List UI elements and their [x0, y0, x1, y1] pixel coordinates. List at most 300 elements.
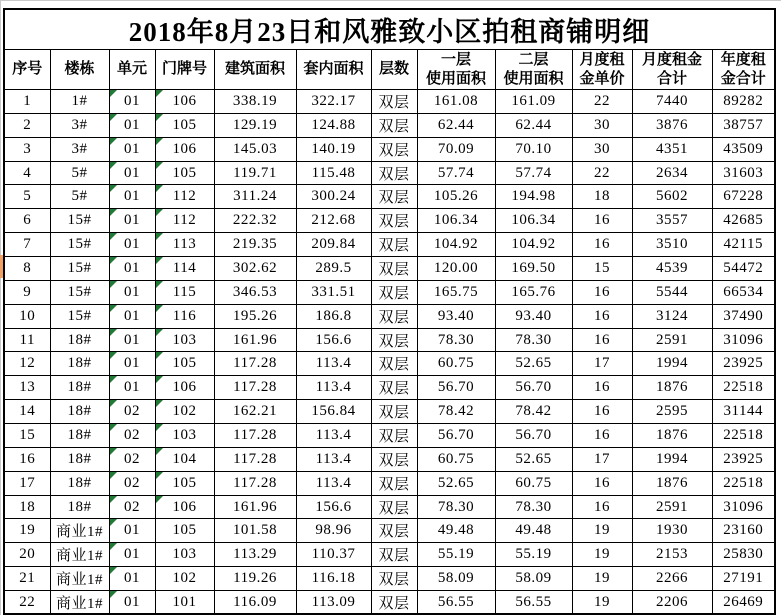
cell-annual-total[interactable]: 31144: [712, 400, 775, 424]
cell-unit[interactable]: 01: [109, 591, 155, 615]
cell-serial[interactable]: 11: [4, 328, 50, 352]
cell-monthly-total[interactable]: 2595: [632, 400, 712, 424]
cell-inner-area[interactable]: 113.4: [296, 376, 371, 400]
cell-unit[interactable]: 01: [109, 161, 155, 185]
cell-floors[interactable]: 双层: [371, 113, 417, 137]
cell-serial[interactable]: 19: [4, 519, 50, 543]
cell-building[interactable]: 商业1#: [50, 591, 109, 615]
cell-floors[interactable]: 双层: [371, 591, 417, 615]
cell-floor2-area[interactable]: 56.55: [495, 591, 572, 615]
cell-door-no[interactable]: 113: [155, 233, 214, 257]
cell-built-area[interactable]: 311.24: [214, 185, 296, 209]
cell-building[interactable]: 3#: [50, 113, 109, 137]
cell-floor2-area[interactable]: 49.48: [495, 519, 572, 543]
cell-monthly-total[interactable]: 1994: [632, 447, 712, 471]
header-row: [4, 50, 775, 90]
cell-door-no[interactable]: 116: [155, 304, 214, 328]
cell-door-no[interactable]: 102: [155, 400, 214, 424]
cell-annual-total[interactable]: 54472: [712, 257, 775, 281]
cell-annual-total[interactable]: 38757: [712, 113, 775, 137]
cell-serial[interactable]: 8: [4, 257, 50, 281]
cell-monthly-total[interactable]: 4351: [632, 137, 712, 161]
cell-floor2-area[interactable]: 106.34: [495, 209, 572, 233]
cell-inner-area[interactable]: 212.68: [296, 209, 371, 233]
cell-building[interactable]: 18#: [50, 328, 109, 352]
cell-building[interactable]: 5#: [50, 185, 109, 209]
cell-floor2-area[interactable]: 58.09: [495, 567, 572, 591]
cell-annual-total[interactable]: 26469: [712, 591, 775, 615]
table-row: [4, 90, 775, 114]
cell-floor2-area[interactable]: 70.10: [495, 137, 572, 161]
cell-inner-area[interactable]: 110.37: [296, 543, 371, 567]
cell-floor2-area[interactable]: 55.19: [495, 543, 572, 567]
cell-inner-area[interactable]: 209.84: [296, 233, 371, 257]
cell-annual-total[interactable]: 31603: [712, 161, 775, 185]
cell-monthly-total[interactable]: 2153: [632, 543, 712, 567]
cell-monthly-total[interactable]: 1876: [632, 424, 712, 448]
cell-inner-area[interactable]: 156.84: [296, 400, 371, 424]
cell-floor2-area[interactable]: 62.44: [495, 113, 572, 137]
cell-unit[interactable]: 01: [109, 113, 155, 137]
cell-unit-price[interactable]: 16: [572, 495, 632, 519]
cell-unit[interactable]: 01: [109, 280, 155, 304]
cell-floors[interactable]: 双层: [371, 352, 417, 376]
cell-floor1-area[interactable]: 78.30: [417, 495, 495, 519]
cell-floors[interactable]: 双层: [371, 471, 417, 495]
cell-floors[interactable]: 双层: [371, 137, 417, 161]
cell-building[interactable]: 5#: [50, 161, 109, 185]
cell-floors[interactable]: 双层: [371, 233, 417, 257]
cell-unit[interactable]: 01: [109, 257, 155, 281]
cell-serial[interactable]: 5: [4, 185, 50, 209]
cell-unit[interactable]: 02: [109, 424, 155, 448]
cell-door-no[interactable]: 101: [155, 591, 214, 615]
cell-built-area[interactable]: 161.96: [214, 495, 296, 519]
cell-unit[interactable]: 01: [109, 304, 155, 328]
cell-floor2-area[interactable]: 60.75: [495, 471, 572, 495]
cell-floors[interactable]: 双层: [371, 90, 417, 114]
cell-floor2-area[interactable]: 78.42: [495, 400, 572, 424]
cell-serial[interactable]: 13: [4, 376, 50, 400]
cell-floor1-area[interactable]: 105.26: [417, 185, 495, 209]
cell-floor1-area[interactable]: 120.00: [417, 257, 495, 281]
cell-floors[interactable]: 双层: [371, 328, 417, 352]
cell-door-no[interactable]: 106: [155, 376, 214, 400]
cell-door-no[interactable]: 115: [155, 280, 214, 304]
cell-floor2-area[interactable]: 57.74: [495, 161, 572, 185]
cell-serial[interactable]: 20: [4, 543, 50, 567]
cell-floors[interactable]: 双层: [371, 280, 417, 304]
cell-serial[interactable]: 4: [4, 161, 50, 185]
cell-monthly-total[interactable]: 2266: [632, 567, 712, 591]
cell-inner-area[interactable]: 116.18: [296, 567, 371, 591]
cell-unit-price[interactable]: 22: [572, 161, 632, 185]
cell-unit-price[interactable]: 19: [572, 543, 632, 567]
cell-built-area[interactable]: 195.26: [214, 304, 296, 328]
cell-inner-area[interactable]: 113.4: [296, 471, 371, 495]
cell-serial[interactable]: 3: [4, 137, 50, 161]
cell-building[interactable]: 18#: [50, 447, 109, 471]
cell-floors[interactable]: 双层: [371, 543, 417, 567]
cell-built-area[interactable]: 116.09: [214, 591, 296, 615]
cell-unit-price[interactable]: 16: [572, 304, 632, 328]
cell-unit-price[interactable]: 16: [572, 424, 632, 448]
cell-monthly-total[interactable]: 2591: [632, 495, 712, 519]
cell-floor2-area[interactable]: 78.30: [495, 328, 572, 352]
column-header-built-area[interactable]: [214, 50, 296, 90]
cell-unit[interactable]: 01: [109, 328, 155, 352]
cell-floor2-area[interactable]: 78.30: [495, 495, 572, 519]
cell-annual-total[interactable]: 23925: [712, 447, 775, 471]
cell-monthly-total[interactable]: 3876: [632, 113, 712, 137]
cell-unit-price[interactable]: 16: [572, 471, 632, 495]
cell-unit-price[interactable]: 16: [572, 376, 632, 400]
table-row: [4, 591, 775, 615]
cell-floor1-area[interactable]: 78.42: [417, 400, 495, 424]
cell-serial[interactable]: 7: [4, 233, 50, 257]
cell-building[interactable]: 商业1#: [50, 567, 109, 591]
cell-built-area[interactable]: 129.19: [214, 113, 296, 137]
cell-annual-total[interactable]: 22518: [712, 471, 775, 495]
cell-monthly-total[interactable]: 2634: [632, 161, 712, 185]
cell-built-area[interactable]: 222.32: [214, 209, 296, 233]
cell-built-area[interactable]: 162.21: [214, 400, 296, 424]
cell-built-area[interactable]: 145.03: [214, 137, 296, 161]
cell-unit[interactable]: 02: [109, 400, 155, 424]
cell-inner-area[interactable]: 113.09: [296, 591, 371, 615]
cell-unit[interactable]: 01: [109, 519, 155, 543]
cell-floors[interactable]: 双层: [371, 400, 417, 424]
cell-built-area[interactable]: 119.26: [214, 567, 296, 591]
cell-unit-price[interactable]: 18: [572, 185, 632, 209]
cell-built-area[interactable]: 113.29: [214, 543, 296, 567]
column-header-unit-price[interactable]: [572, 50, 632, 90]
table-row: [4, 471, 775, 495]
cell-inner-area[interactable]: 300.24: [296, 185, 371, 209]
cell-unit[interactable]: 01: [109, 185, 155, 209]
cell-monthly-total[interactable]: 2206: [632, 591, 712, 615]
cell-floor2-area[interactable]: 169.50: [495, 257, 572, 281]
cell-serial[interactable]: 14: [4, 400, 50, 424]
cell-floor2-area[interactable]: 161.09: [495, 90, 572, 114]
cell-built-area[interactable]: 117.28: [214, 352, 296, 376]
table-row: [4, 113, 775, 137]
cell-unit[interactable]: 01: [109, 567, 155, 591]
column-header-monthly-total[interactable]: [632, 50, 712, 90]
cell-floors[interactable]: 双层: [371, 257, 417, 281]
cell-door-no[interactable]: 103: [155, 543, 214, 567]
column-header-inner-area[interactable]: [296, 50, 371, 90]
window-edge-left: [0, 0, 1, 615]
cell-annual-total[interactable]: 31096: [712, 495, 775, 519]
table-row: [4, 328, 775, 352]
cell-floors[interactable]: 双层: [371, 304, 417, 328]
cell-unit-price[interactable]: 16: [572, 280, 632, 304]
cell-floors[interactable]: 双层: [371, 495, 417, 519]
cell-annual-total[interactable]: 42115: [712, 233, 775, 257]
cell-floors[interactable]: 双层: [371, 519, 417, 543]
cell-door-no[interactable]: 105: [155, 352, 214, 376]
cell-unit-price[interactable]: 15: [572, 257, 632, 281]
cell-annual-total[interactable]: 89282: [712, 90, 775, 114]
cell-serial[interactable]: 9: [4, 280, 50, 304]
cell-door-no[interactable]: 102: [155, 567, 214, 591]
cell-floor1-area[interactable]: 106.34: [417, 209, 495, 233]
cell-built-area[interactable]: 117.28: [214, 471, 296, 495]
cell-inner-area[interactable]: 113.4: [296, 352, 371, 376]
cell-unit-price[interactable]: 22: [572, 90, 632, 114]
cell-door-no[interactable]: 106: [155, 90, 214, 114]
cell-monthly-total[interactable]: 1930: [632, 519, 712, 543]
cell-floors[interactable]: 双层: [371, 447, 417, 471]
cell-building[interactable]: 15#: [50, 257, 109, 281]
cell-annual-total[interactable]: 22518: [712, 376, 775, 400]
table-row: [4, 233, 775, 257]
cell-annual-total[interactable]: 67228: [712, 185, 775, 209]
cell-door-no[interactable]: 114: [155, 257, 214, 281]
cell-unit[interactable]: 01: [109, 90, 155, 114]
cell-serial[interactable]: 21: [4, 567, 50, 591]
cell-unit[interactable]: 02: [109, 471, 155, 495]
cell-door-no[interactable]: 105: [155, 519, 214, 543]
cell-inner-area[interactable]: 140.19: [296, 137, 371, 161]
cell-inner-area[interactable]: 322.17: [296, 90, 371, 114]
column-header-annual-total[interactable]: [712, 50, 775, 90]
column-header-label: 金单价: [579, 70, 625, 87]
column-header-floor1-area[interactable]: [417, 50, 495, 90]
cell-unit-price[interactable]: 17: [572, 447, 632, 471]
cell-building[interactable]: 3#: [50, 137, 109, 161]
cell-building[interactable]: 1#: [50, 90, 109, 114]
cell-floors[interactable]: 双层: [371, 376, 417, 400]
cell-building[interactable]: 15#: [50, 280, 109, 304]
cell-inner-area[interactable]: 331.51: [296, 280, 371, 304]
cell-building[interactable]: 15#: [50, 304, 109, 328]
cell-floor1-area[interactable]: 161.08: [417, 90, 495, 114]
cell-inner-area[interactable]: 289.5: [296, 257, 371, 281]
cell-serial[interactable]: 12: [4, 352, 50, 376]
cell-floor2-area[interactable]: 56.70: [495, 376, 572, 400]
cell-annual-total[interactable]: 25830: [712, 543, 775, 567]
cell-annual-total[interactable]: 27191: [712, 567, 775, 591]
cell-door-no[interactable]: 103: [155, 328, 214, 352]
cell-door-no[interactable]: 105: [155, 471, 214, 495]
table-row: [4, 519, 775, 543]
cell-door-no[interactable]: 112: [155, 185, 214, 209]
cell-floor2-area[interactable]: 52.65: [495, 352, 572, 376]
column-header-floors[interactable]: [371, 50, 417, 90]
cell-building[interactable]: 15#: [50, 233, 109, 257]
page-title[interactable]: 2018年8月23日和风雅致小区拍租商铺明细: [4, 9, 775, 50]
cell-floor1-area[interactable]: 78.30: [417, 328, 495, 352]
cell-unit-price[interactable]: 19: [572, 519, 632, 543]
cell-floors[interactable]: 双层: [371, 424, 417, 448]
cell-unit[interactable]: 02: [109, 447, 155, 471]
cell-door-no[interactable]: 106: [155, 137, 214, 161]
cell-annual-total[interactable]: 43509: [712, 137, 775, 161]
cell-floor2-area[interactable]: 104.92: [495, 233, 572, 257]
cell-building[interactable]: 18#: [50, 400, 109, 424]
column-header-floor2-area[interactable]: [495, 50, 572, 90]
table-row: [4, 161, 775, 185]
cell-unit[interactable]: 01: [109, 376, 155, 400]
cell-serial[interactable]: 6: [4, 209, 50, 233]
cell-annual-total[interactable]: 42685: [712, 209, 775, 233]
cell-monthly-total[interactable]: 1994: [632, 352, 712, 376]
cell-annual-total[interactable]: 37490: [712, 304, 775, 328]
cell-unit-price[interactable]: 17: [572, 352, 632, 376]
cell-serial[interactable]: 22: [4, 591, 50, 615]
cell-built-area[interactable]: 117.28: [214, 376, 296, 400]
cell-floor1-area[interactable]: 52.65: [417, 471, 495, 495]
cell-inner-area[interactable]: 113.4: [296, 424, 371, 448]
column-header-label: 单元: [116, 61, 147, 78]
cell-unit-price[interactable]: 19: [572, 591, 632, 615]
cell-serial[interactable]: 17: [4, 471, 50, 495]
cell-inner-area[interactable]: 156.6: [296, 495, 371, 519]
cell-monthly-total[interactable]: 5602: [632, 185, 712, 209]
cell-floor1-area[interactable]: 62.44: [417, 113, 495, 137]
column-header-label: 使用面积: [503, 70, 564, 87]
cell-monthly-total[interactable]: 1876: [632, 376, 712, 400]
cell-monthly-total[interactable]: 1876: [632, 471, 712, 495]
cell-monthly-total[interactable]: 3124: [632, 304, 712, 328]
cell-built-area[interactable]: 101.58: [214, 519, 296, 543]
cell-annual-total[interactable]: 22518: [712, 424, 775, 448]
cell-floor1-area[interactable]: 57.74: [417, 161, 495, 185]
cell-built-area[interactable]: 161.96: [214, 328, 296, 352]
cell-serial[interactable]: 15: [4, 424, 50, 448]
cell-floor1-area[interactable]: 165.75: [417, 280, 495, 304]
cell-door-no[interactable]: 112: [155, 209, 214, 233]
cell-building[interactable]: 18#: [50, 376, 109, 400]
table-row: [4, 280, 775, 304]
table-row: [4, 352, 775, 376]
cell-serial[interactable]: 1: [4, 90, 50, 114]
cell-built-area[interactable]: 117.28: [214, 447, 296, 471]
cell-unit-price[interactable]: 30: [572, 113, 632, 137]
cell-monthly-total[interactable]: 2591: [632, 328, 712, 352]
cell-built-area[interactable]: 219.35: [214, 233, 296, 257]
column-header-serial[interactable]: [4, 50, 50, 90]
column-header-unit[interactable]: [109, 50, 155, 90]
table-row: [4, 257, 775, 281]
cell-door-no[interactable]: 105: [155, 161, 214, 185]
cell-built-area[interactable]: 302.62: [214, 257, 296, 281]
cell-building[interactable]: 商业1#: [50, 543, 109, 567]
cell-building[interactable]: 15#: [50, 209, 109, 233]
cell-unit[interactable]: 01: [109, 209, 155, 233]
cell-unit[interactable]: 01: [109, 137, 155, 161]
cell-floors[interactable]: 双层: [371, 567, 417, 591]
cell-unit-price[interactable]: 16: [572, 209, 632, 233]
cell-floor1-area[interactable]: 56.70: [417, 424, 495, 448]
cell-built-area[interactable]: 338.19: [214, 90, 296, 114]
cell-floor1-area[interactable]: 56.70: [417, 376, 495, 400]
cell-annual-total[interactable]: 66534: [712, 280, 775, 304]
cell-floor1-area[interactable]: 58.09: [417, 567, 495, 591]
cell-inner-area[interactable]: 113.4: [296, 447, 371, 471]
column-header-building[interactable]: [50, 50, 109, 90]
cell-serial[interactable]: 18: [4, 495, 50, 519]
cell-unit[interactable]: 01: [109, 352, 155, 376]
cell-unit-price[interactable]: 30: [572, 137, 632, 161]
column-header-label: 月度租: [579, 51, 625, 68]
cell-unit-price[interactable]: 16: [572, 400, 632, 424]
cell-built-area[interactable]: 119.71: [214, 161, 296, 185]
cell-unit[interactable]: 01: [109, 233, 155, 257]
cell-floor1-area[interactable]: 55.19: [417, 543, 495, 567]
cell-door-no[interactable]: 105: [155, 113, 214, 137]
cell-door-no[interactable]: 106: [155, 495, 214, 519]
cell-inner-area[interactable]: 124.88: [296, 113, 371, 137]
cell-annual-total[interactable]: 23160: [712, 519, 775, 543]
cell-inner-area[interactable]: 156.6: [296, 328, 371, 352]
cell-inner-area[interactable]: 186.8: [296, 304, 371, 328]
cell-annual-total[interactable]: 23925: [712, 352, 775, 376]
cell-serial[interactable]: 2: [4, 113, 50, 137]
cell-monthly-total[interactable]: 7440: [632, 90, 712, 114]
cell-floor1-area[interactable]: 104.92: [417, 233, 495, 257]
table-row: [4, 495, 775, 519]
cell-unit-price[interactable]: 16: [572, 233, 632, 257]
cell-monthly-total[interactable]: 3510: [632, 233, 712, 257]
cell-serial[interactable]: 10: [4, 304, 50, 328]
cell-unit[interactable]: 02: [109, 495, 155, 519]
cell-door-no[interactable]: 104: [155, 447, 214, 471]
cell-floor1-area[interactable]: 56.55: [417, 591, 495, 615]
column-header-label: 门牌号: [161, 61, 207, 78]
cell-floors[interactable]: 双层: [371, 161, 417, 185]
cell-floors[interactable]: 双层: [371, 209, 417, 233]
cell-built-area[interactable]: 117.28: [214, 424, 296, 448]
cell-floor1-area[interactable]: 60.75: [417, 447, 495, 471]
cell-building[interactable]: 18#: [50, 352, 109, 376]
cell-floor2-area[interactable]: 165.76: [495, 280, 572, 304]
cell-floor1-area[interactable]: 70.09: [417, 137, 495, 161]
cell-monthly-total[interactable]: 4539: [632, 257, 712, 281]
table-row: [4, 424, 775, 448]
table-row: [4, 137, 775, 161]
cell-floor2-area[interactable]: 56.70: [495, 424, 572, 448]
cell-built-area[interactable]: 346.53: [214, 280, 296, 304]
cell-floor1-area[interactable]: 93.40: [417, 304, 495, 328]
table-row: [4, 304, 775, 328]
cell-serial[interactable]: 16: [4, 447, 50, 471]
cell-floor1-area[interactable]: 49.48: [417, 519, 495, 543]
column-header-label: 一层: [440, 51, 471, 68]
cell-unit[interactable]: 01: [109, 543, 155, 567]
cell-floor2-area[interactable]: 194.98: [495, 185, 572, 209]
cell-monthly-total[interactable]: 3557: [632, 209, 712, 233]
cell-unit-price[interactable]: 19: [572, 567, 632, 591]
cell-building[interactable]: 18#: [50, 424, 109, 448]
cell-floor2-area[interactable]: 52.65: [495, 447, 572, 471]
cell-floors[interactable]: 双层: [371, 185, 417, 209]
cell-inner-area[interactable]: 98.96: [296, 519, 371, 543]
cell-unit-price[interactable]: 16: [572, 328, 632, 352]
cell-building[interactable]: 18#: [50, 495, 109, 519]
cell-monthly-total[interactable]: 5544: [632, 280, 712, 304]
cell-building[interactable]: 商业1#: [50, 519, 109, 543]
column-header-door-no[interactable]: [155, 50, 214, 90]
cell-annual-total[interactable]: 31096: [712, 328, 775, 352]
cell-building[interactable]: 18#: [50, 471, 109, 495]
cell-inner-area[interactable]: 115.48: [296, 161, 371, 185]
cell-floor1-area[interactable]: 60.75: [417, 352, 495, 376]
cell-door-no[interactable]: 103: [155, 424, 214, 448]
cell-floor2-area[interactable]: 93.40: [495, 304, 572, 328]
